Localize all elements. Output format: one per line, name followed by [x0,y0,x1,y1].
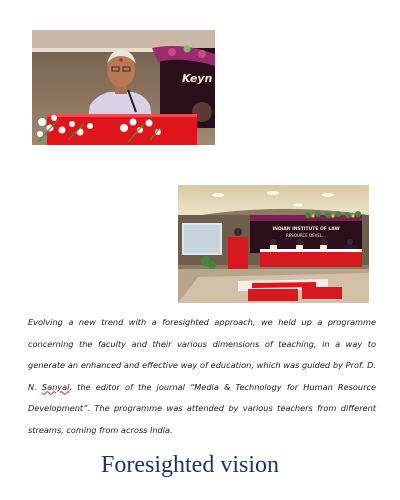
banner-text: Keyn [182,72,213,85]
seminar-hall-photo [178,185,369,303]
description-part-1: Evolving a new trend with a foresighted approach, we held up a programme concerning the faculty and their various dimensions of teaching, in a way to generate an enhanced and effective way of education, which was guided by Prof. D. N. [28,317,376,392]
section-heading: Foresighted vision [101,452,279,478]
programme-description [28,312,376,441]
stage-banner-line-2: RESOURCE DEVEL... [285,233,327,238]
description-part-2: , the editor of the journal “Media & Technology for Human Resource Development”. The programme was attended by various teachers from different streams, coming from across India. [28,381,377,435]
guide-surname: Sanyal [41,381,70,392]
keynote-speaker-photo [32,30,215,145]
stage-banner-line-1: INDIAN INSTITUTE OF LAW [272,227,340,232]
